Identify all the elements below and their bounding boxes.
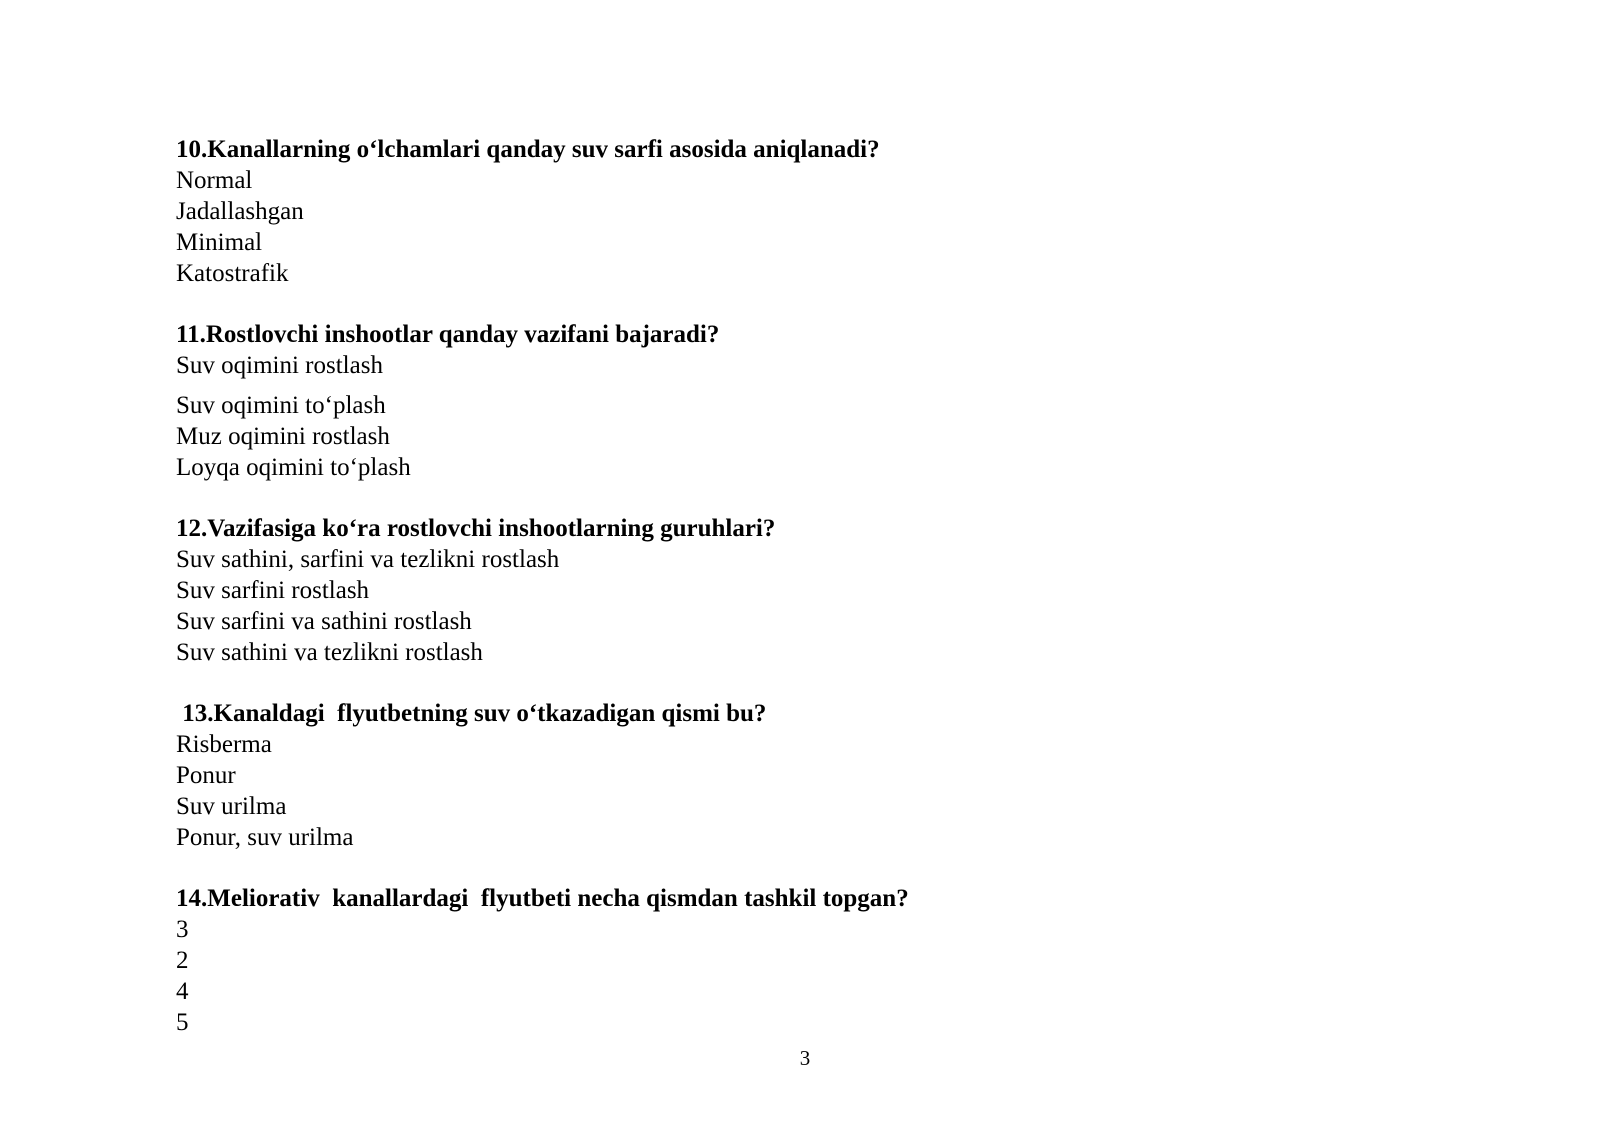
answer-option: Loyqa oqimini to‘plash bbox=[176, 454, 411, 481]
answer-option: Jadallashgan bbox=[176, 198, 304, 225]
answer-option: Suv oqimini rostlash bbox=[176, 352, 383, 379]
question-title: 11.Rostlovchi inshootlar qanday vazifani bajaradi? bbox=[176, 321, 720, 348]
answer-option: Risberma bbox=[176, 731, 272, 758]
answer-option: Suv sarfini va sathini rostlash bbox=[176, 608, 472, 635]
answer-option: 3 bbox=[176, 916, 189, 943]
question-14 bbox=[176, 883, 1426, 1038]
answer-option: Suv urilma bbox=[176, 793, 287, 820]
question-11 bbox=[176, 319, 1426, 483]
answer-option: Suv sathini, sarfini va tezlikni rostlash bbox=[176, 546, 560, 573]
answer-option: Suv sarfini rostlash bbox=[176, 577, 370, 604]
answer-option: Muz oqimini rostlash bbox=[176, 423, 390, 450]
page-number: 3 bbox=[799, 1046, 811, 1070]
question-title: 14.Meliorativ kanallardagi flyutbeti necha qismdan tashkil topgan? bbox=[176, 885, 909, 912]
answer-option: 2 bbox=[176, 947, 189, 974]
question-13 bbox=[176, 698, 1426, 853]
answer-option: Suv sathini va tezlikni rostlash bbox=[176, 639, 483, 666]
answer-option: Minimal bbox=[176, 229, 263, 256]
question-12 bbox=[176, 513, 1426, 668]
answer-option: 4 bbox=[176, 978, 189, 1005]
answer-option: Katostrafik bbox=[176, 260, 289, 287]
answer-option: Ponur, suv urilma bbox=[176, 824, 354, 851]
answer-option: Suv oqimini to‘plash bbox=[176, 392, 386, 419]
question-title: 12.Vazifasiga ko‘ra rostlovchi inshootlarning guruhlari? bbox=[176, 515, 776, 542]
answer-option: Ponur bbox=[176, 762, 236, 789]
answer-option: Normal bbox=[176, 167, 253, 194]
answer-option: 5 bbox=[176, 1009, 189, 1036]
question-10 bbox=[176, 134, 1426, 289]
question-title: 10.Kanallarning o‘lchamlari qanday suv sarfi asosida aniqlanadi? bbox=[176, 136, 880, 163]
question-title: 13.Kanaldagi flyutbetning suv o‘tkazadigan qismi bu? bbox=[176, 700, 767, 727]
